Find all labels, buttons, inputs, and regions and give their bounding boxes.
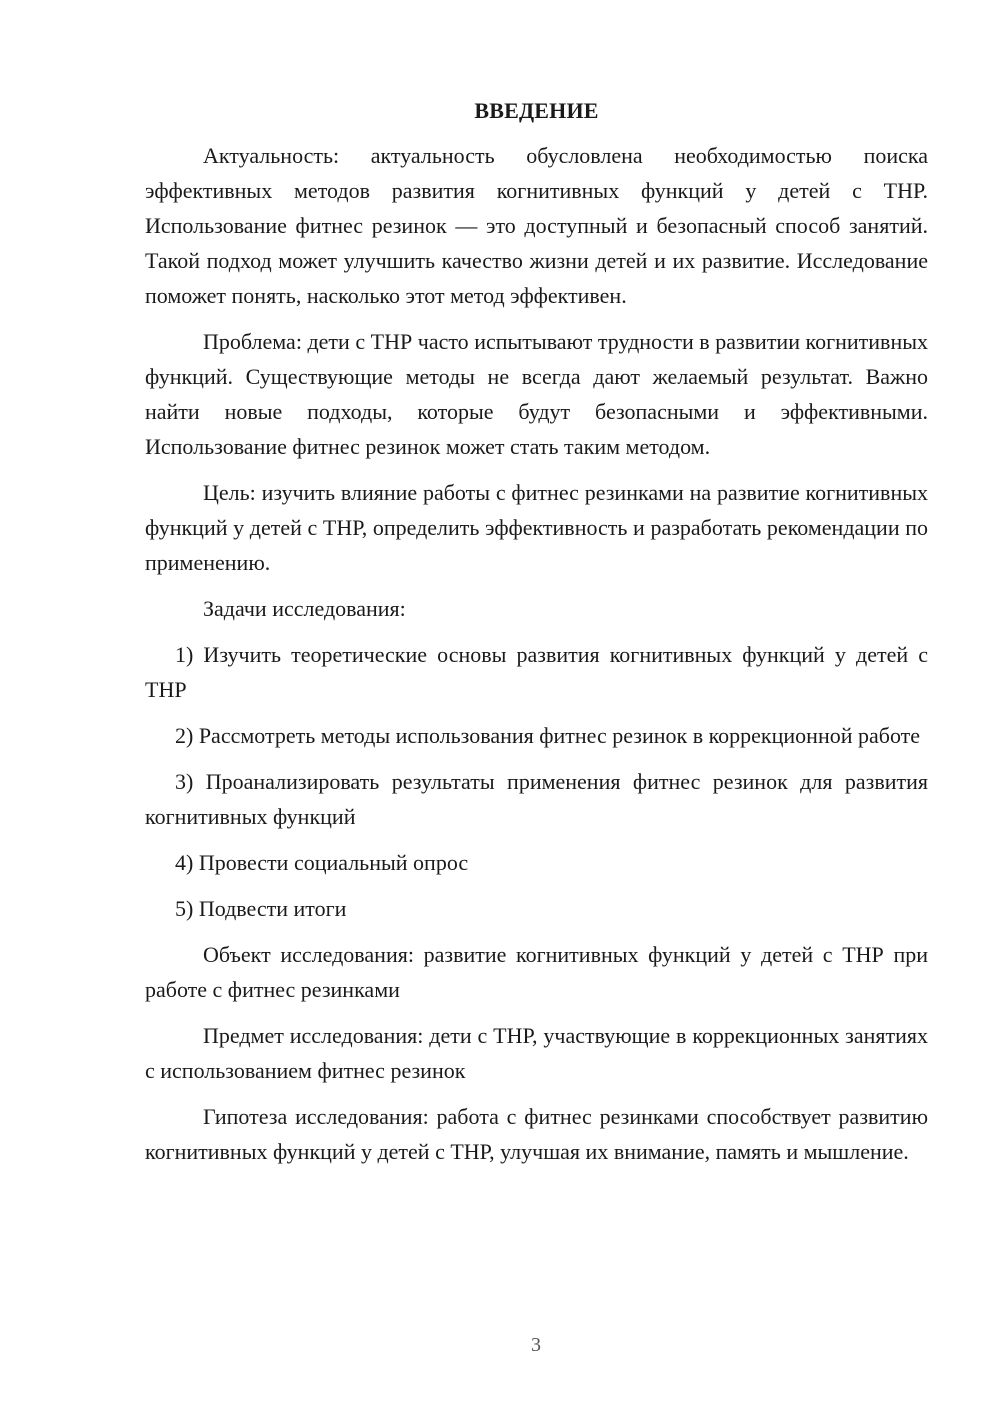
- task-item-5: 5) Подвести итоги: [175, 896, 347, 921]
- task-item-3: 3) Проанализировать результаты применения фитнес резинок для развития когнитивных функций: [145, 769, 928, 829]
- hypothesis-paragraph: Гипотеза исследования: работа с фитнес резинками способствует развитию когнитивных функций у детей с ТНР, улучшая их внимание, память и мышление.: [145, 1104, 928, 1164]
- task-item-4: 4) Провести социальный опрос: [175, 850, 469, 875]
- task-item-2: 2) Рассмотреть методы использования фитнес резинок в коррекционной работе: [175, 723, 921, 748]
- section-title: ВВЕДЕНИЕ: [474, 98, 599, 123]
- relevance-paragraph: Актуальность: актуальность обусловлена необходимостью поиска эффективных методов развития когнитивных функций у детей с ТНР. Использование фитнес резинок — это доступный и безопасный способ занятий. Такой подход может улучшить качество жизни детей и их развитие. Исследование поможет понять, насколько этот метод эффективен.: [145, 143, 928, 308]
- task-item-1: 1) Изучить теоретические основы развития когнитивных функций у детей с ТНР: [145, 642, 928, 702]
- tasks-heading: Задачи исследования:: [203, 596, 406, 621]
- object-paragraph: Объект исследования: развитие когнитивных функций у детей с ТНР при работе с фитнес резинками: [145, 942, 928, 1002]
- subject-paragraph: Предмет исследования: дети с ТНР, участвующие в коррекционных занятиях с использованием фитнес резинок: [145, 1023, 928, 1083]
- problem-paragraph: Проблема: дети с ТНР часто испытывают трудности в развитии когнитивных функций. Существующие методы не всегда дают желаемый результат. Важно найти новые подходы, которые будут безопасными и эффективными. Использование фитнес резинок может стать таким методом.: [145, 329, 928, 459]
- document-page: [145, 96, 928, 1180]
- page-number: 3: [531, 1334, 541, 1356]
- goal-paragraph: Цель: изучить влияние работы с фитнес резинками на развитие когнитивных функций у детей с ТНР, определить эффективность и разработать рекомендации по применению.: [145, 480, 928, 575]
